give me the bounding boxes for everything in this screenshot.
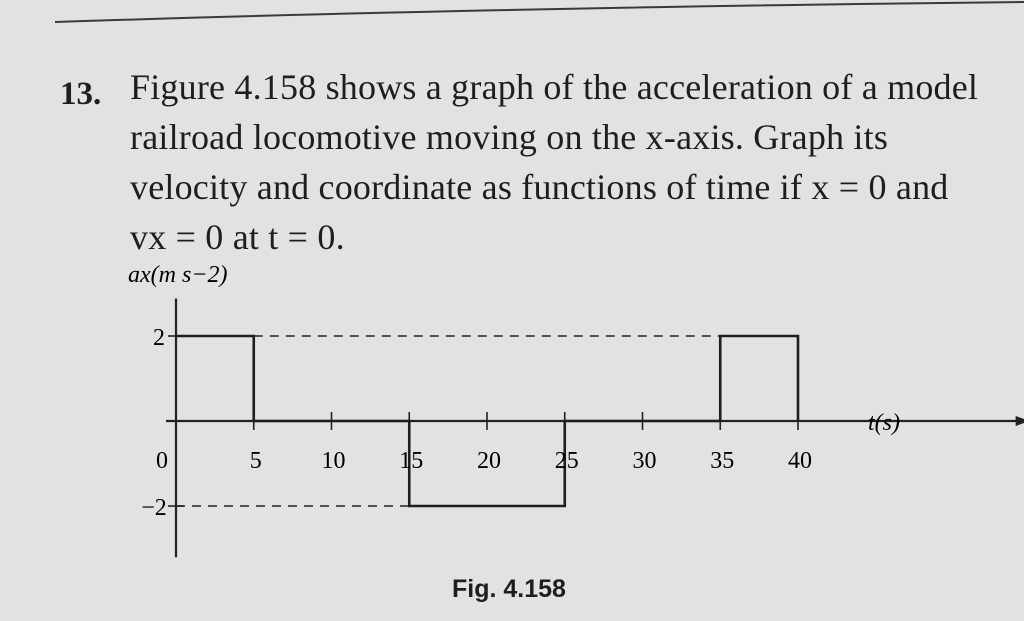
problem-line-3: velocity and coordinate as functions of time if x = 0 and (130, 167, 949, 207)
x-tick-label-30: 30 (632, 448, 657, 474)
problem-number: 13. (60, 76, 102, 112)
x-tick-label-20: 20 (477, 448, 501, 474)
y-tick-label-2: 2 (153, 325, 165, 351)
x-tick-label-5: 5 (249, 448, 262, 474)
tick-labels (141, 325, 812, 521)
problem-line-1: Figure 4.158 shows a graph of the acceleration of a model (130, 67, 979, 107)
x-tick-label-35: 35 (710, 448, 735, 474)
problem-line-2: railroad locomotive moving on the x-axis. Graph its (130, 117, 889, 157)
x-tick-label-10: 10 (321, 448, 346, 474)
x-axis-label: t(s) (868, 410, 900, 436)
problem-line-4: vx = 0 at t = 0. (130, 217, 345, 257)
origin-label: 0 (156, 448, 168, 474)
x-axis-arrow (1016, 416, 1024, 426)
figure-caption: Fig. 4.158 (452, 575, 566, 603)
x-tick-label-15: 15 (399, 448, 424, 474)
y-axis-label: ax(m s−2) (128, 262, 228, 288)
x-tick-label-25: 25 (554, 448, 579, 474)
x-tick-label-40: 40 (788, 448, 812, 474)
y-tick-label-neg2: −2 (141, 495, 167, 521)
